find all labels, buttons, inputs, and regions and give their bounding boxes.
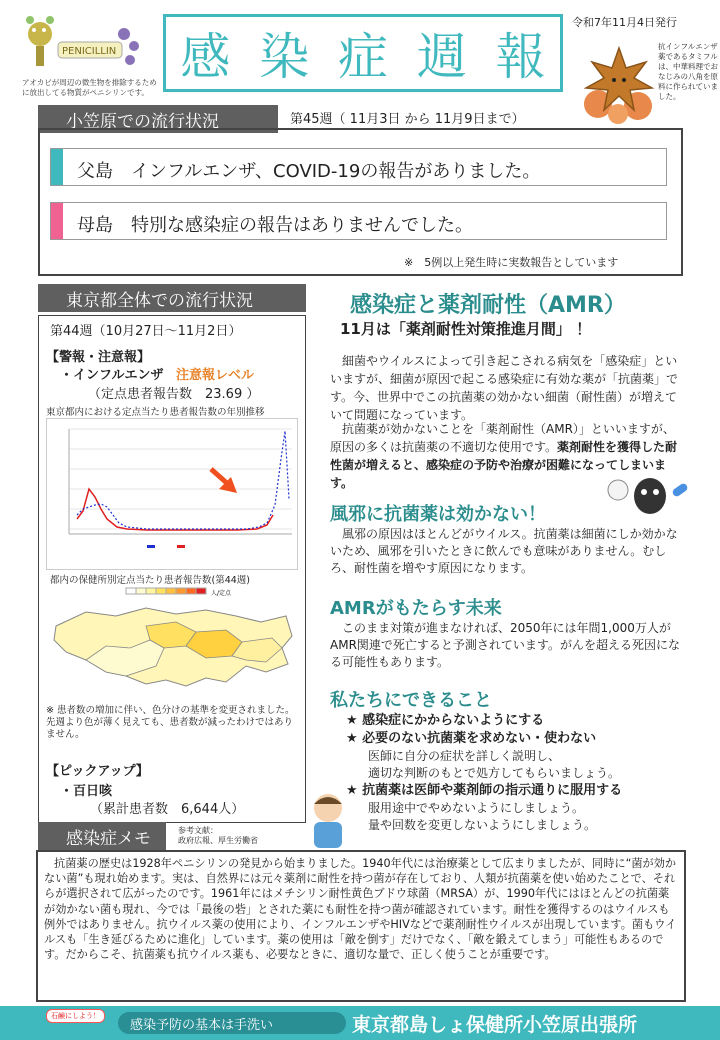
memo-ref-label: 参考文献：: [178, 826, 218, 835]
star-anise-virus-illustration: [578, 44, 660, 124]
flu-level: 注意報レベル: [176, 368, 255, 383]
pickup-item: ・百日咳: [60, 784, 113, 799]
alert-heading: 【警報・注意報】: [46, 350, 151, 365]
list-item-detail: 医師に自分の症状を詳しく説明し、: [368, 749, 561, 763]
what-we-can-do-list: [346, 712, 696, 834]
tokyo-week: 第44週（10月27日～11月2日）: [50, 324, 242, 339]
future-body: このまま対策が進まなければ、2050年には年間1,000万人がAMR関連で死亡すると予測されています。がんを超える死因になる可能性もあります。: [330, 621, 680, 669]
tokyo-section-heading: 東京都全体での流行状況: [38, 284, 306, 312]
penicillin-mascot-illustration: [22, 12, 142, 72]
memo-heading: 感染症メモ: [38, 822, 166, 850]
amr-subtitle: 11月は「薬剤耐性対策推進月間」 ！: [340, 320, 592, 338]
soap-speech-bubble: 石鹸にしよう！: [46, 1009, 105, 1023]
title-char: 感: [180, 28, 231, 86]
list-item-detail: 適切な判断のもとで処方してもらいましょう。: [368, 766, 621, 780]
mascot-label: PENICILLIN: [62, 46, 117, 57]
ogasawara-week: 第45週（ 11月3日 から 11月9日まで）: [290, 112, 525, 127]
map-note: ※ 患者数の増加に伴い、色分けの基準を変更されました。先週より色が薄く見えても、患者数が減ったわけではありません。: [46, 705, 295, 740]
list-item: ★ 抗菌薬は医師や薬剤師の指示通りに服用する: [346, 783, 623, 798]
ogasawara-footnote: ※ 5例以上発生時に実数報告としています: [404, 256, 619, 269]
pickup-value: （累計患者数 6,644人）: [90, 802, 245, 817]
issue-date: 令和7年11月4日発行: [572, 16, 677, 29]
amr-para2-text: 抗菌薬が効かないことを「薬剤耐性（AMR）」といいますが、原因の多くは抗菌薬の不適切な使用です。: [330, 422, 675, 454]
amr-para2-bold: 薬剤耐性を獲得した耐性菌が増えると、感染症の予防や治療が困難になってしまいます。: [330, 440, 678, 490]
future-heading: AMRがもたらす未来: [330, 598, 502, 619]
chichijima-text: 父島 インフルエンザ、COVID-19の報告がありました。: [77, 161, 541, 182]
list-item-detail: 服用途中でやめないようにしましょう。: [368, 801, 585, 815]
chichijima-row: [50, 148, 667, 186]
list-item-detail: 量や回数を変更しないようにしましょう。: [368, 818, 597, 832]
tokyo-health-center-map: [46, 586, 298, 702]
flu-value: （定点患者報告数 23.69 ）: [88, 387, 260, 402]
memo-references: [178, 826, 258, 846]
map-title: 都内の保健所別定点当たり患者報告数(第44週): [50, 575, 251, 586]
ogasawara-section-heading: 小笠原での流行状況: [38, 105, 278, 133]
organization-name: 東京都島しょ保健所小笠原出張所: [352, 1014, 638, 1036]
teal-marker: [51, 149, 63, 185]
hahajima-row: [50, 202, 667, 240]
what-we-can-do-heading: 私たちにできること: [330, 690, 492, 711]
memo-text: 抗菌薬の歴史は1928年ペニシリンの発見から始まりました。1940年代には治療薬として広まりましたが、同時に“菌が効かない菌”も現れ始めます。実は、自然界には元々薬剤に耐性を持つ菌が存在しており、人類が抗菌薬を使い始めたことで、それらが選択されて広がったのです。1961年にはメチシリン耐性黄色ブドウ球菌（MRSA）が、1990年代にはほとんどの抗菌薬が効かない菌も現れ、今では「最後の砦」とされた薬にも耐性を持つ菌が確認されています。耐性を獲得するのはウイルスも例外ではありません。抗ウイルス薬の使用により、インフルエンザやHIVなどで薬剤耐性ウイルスが出現しています。菌もウイルスも「生き延びるために進化」しています。薬の使用は「敵を倒す」だけでなく、「敵を鍛えてしまう」可能性もあるのです。だからこそ、抗菌薬も抗ウイルス薬も、必要なときに、適切な量で、正しく使うことが重要です。: [44, 857, 677, 962]
cold-body: 風邪の原因はほとんどがウイルス。抗菌薬は細菌にしか効かないため、風邪を引いたときに飲んでも意味がありません。むしろ、耐性菌を増やす原因になります。: [330, 527, 678, 575]
influenza-trend-chart: [46, 418, 298, 570]
pickup-heading: 【ピックアップ】: [46, 764, 149, 779]
map-legend-unit: 人/定点: [211, 590, 232, 597]
title-char: 染: [259, 28, 310, 86]
newsletter-title: [163, 14, 563, 92]
pink-marker: [51, 203, 63, 239]
mascot-caption: アオカビが周辺の微生物を排除するために放出してる物質がペニシリンです。: [22, 78, 157, 97]
hahajima-text: 母島 特別な感染症の報告はありませんでした。: [77, 215, 473, 236]
germ-illustration: [604, 470, 692, 518]
amr-title: 感染症と薬剤耐性（AMR）: [350, 293, 626, 318]
list-item: ★ 必要のない抗菌薬を求めない・使わない: [346, 731, 597, 746]
flu-line: [60, 364, 254, 383]
memo-ref-sources: 政府広報、厚生労働省: [178, 836, 258, 845]
list-item: ★ 感染症にかからないようにする: [346, 713, 545, 728]
virus-caption: 抗インフルエンザ薬であるタミフルは、中華料理でおなじみの八角を原料に作られていました。: [658, 42, 718, 101]
boy-taking-medicine-illustration: [306, 790, 352, 848]
chart-title: 東京都内における定点当たり患者報告数の年別推移: [46, 407, 265, 418]
flu-label: ・インフルエンザ: [60, 368, 164, 383]
handwash-slogan: 感染予防の基本は手洗い: [118, 1012, 346, 1034]
title-char: 報: [495, 28, 546, 86]
title-char: 週: [416, 28, 467, 86]
amr-paragraph-1: 細菌やウイルスによって引き起こされる病気を「感染症」といいますが、細菌が原因で起こる感染症に有効な薬が「抗菌薬」です。今、世界中でこの抗菌薬の効かない細菌（耐性菌）が増えていて問題になっています。: [330, 354, 679, 422]
title-char: 症: [337, 28, 388, 86]
cold-heading: 風邪に抗菌薬は効かない！: [330, 504, 546, 525]
